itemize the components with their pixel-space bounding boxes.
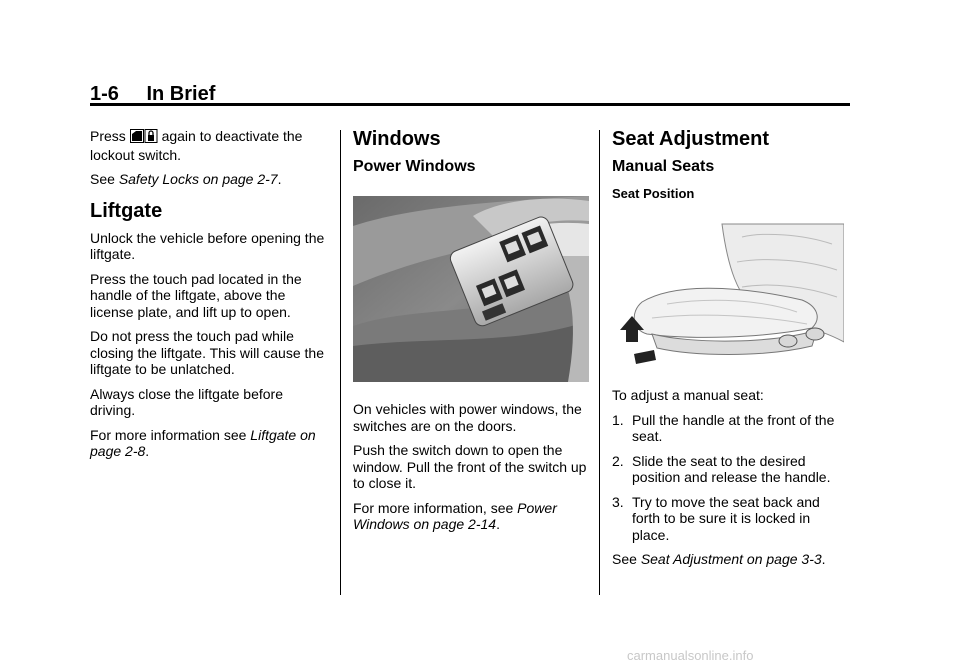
windows-p2: Push the switch down to open the window. Pull the front of the switch up to close it. bbox=[353, 442, 587, 491]
windows-p1: On vehicles with power windows, the switches are on the doors. bbox=[353, 401, 582, 434]
power-window-switch-illustration bbox=[353, 196, 590, 387]
list-item: 1. Pull the handle at the front of the seat. bbox=[612, 411, 835, 444]
seat-adjustment-heading: Seat Adjustment bbox=[612, 128, 770, 150]
liftgate-p3: Do not press the touch pad while closing the liftgate. This will cause the liftgate to be unlatched. bbox=[90, 328, 324, 377]
windows-heading: Windows bbox=[353, 128, 441, 150]
liftgate-p2: Press the touch pad located in the handle of the liftgate, above the license plate, and lift up to open. bbox=[90, 270, 302, 320]
manual-seats-subheading: Manual Seats bbox=[612, 158, 715, 175]
power-windows-subheading: Power Windows bbox=[353, 158, 476, 175]
liftgate-p1: Unlock the vehicle before opening the liftgate. bbox=[90, 229, 325, 262]
column-3 bbox=[612, 128, 850, 576]
see-safety-locks: See Safety Locks on page 2-7. bbox=[90, 171, 282, 187]
see-seat-adjustment: See Seat Adjustment on page 3-3. bbox=[612, 551, 826, 567]
watermark: carmanualsonline.info bbox=[627, 648, 754, 663]
page-number: 1-6 bbox=[90, 83, 119, 105]
column-1 bbox=[90, 128, 330, 468]
xref-seat-adjustment: Seat Adjustment on page 3-3 bbox=[640, 551, 822, 567]
list-item: 2. Slide the seat to the desired position and release the handle. bbox=[612, 452, 831, 485]
window-lockout-icon bbox=[130, 129, 158, 147]
liftgate-p4: Always close the liftgate before driving. bbox=[90, 385, 283, 418]
section-title: In Brief bbox=[146, 83, 216, 105]
seat-intro: To adjust a manual seat: bbox=[612, 387, 764, 403]
manual-seat-illustration bbox=[612, 222, 850, 377]
liftgate-more-info: For more information see Liftgate on page 2-8. bbox=[90, 426, 316, 459]
header-rule bbox=[90, 103, 850, 106]
xref-liftgate: Liftgate on page 2-8 bbox=[90, 426, 316, 459]
list-item: 3. Try to move the seat back and forth to be sure it is locked in place. bbox=[612, 493, 820, 543]
column-divider bbox=[599, 130, 600, 595]
column-divider bbox=[340, 130, 341, 595]
lockout-paragraph: Press again to deactivate the lockout switch. bbox=[90, 128, 303, 163]
windows-more-info: For more information, see Power Windows on page 2-14. bbox=[353, 499, 557, 532]
column-2 bbox=[353, 128, 590, 541]
xref-safety-locks: Safety Locks on page 2-7 bbox=[118, 171, 278, 187]
seat-position-subheading: Seat Position bbox=[612, 186, 695, 201]
xref-power-windows: Power Windows on page 2-14 bbox=[353, 499, 557, 532]
seat-steps-list bbox=[612, 412, 850, 544]
liftgate-heading: Liftgate bbox=[90, 199, 163, 222]
